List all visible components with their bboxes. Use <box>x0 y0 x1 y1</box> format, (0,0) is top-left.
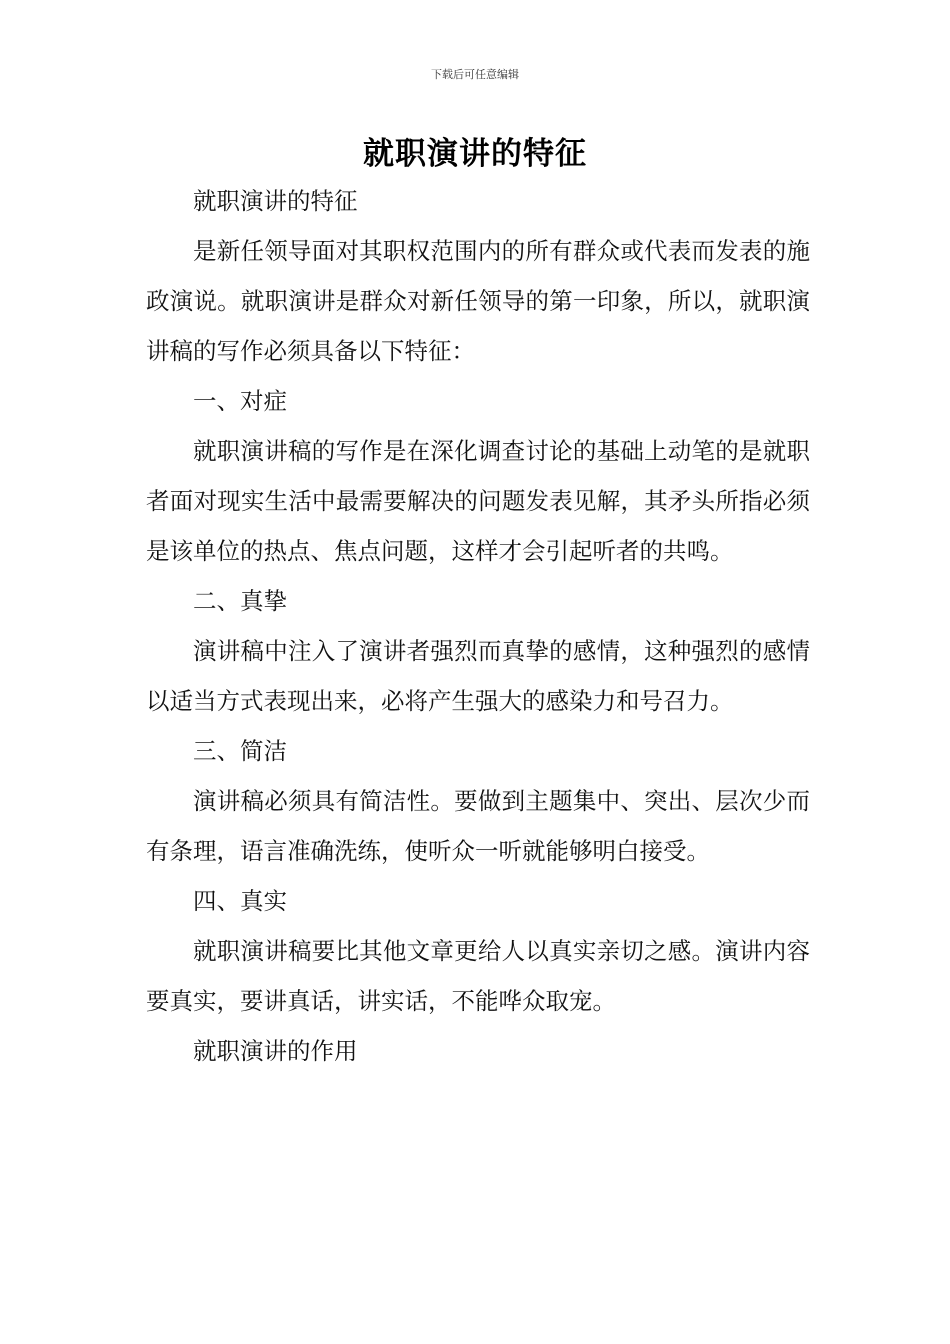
section-heading-4: 四、真实 <box>193 887 287 915</box>
section-heading-3: 三、简洁 <box>193 737 287 765</box>
document-body <box>146 176 810 1076</box>
section-paragraph-1: 就职演讲稿的写作是在深化调查讨论的基础上动笔的是就职者面对现实生活中最需要解决的问题发表见解，其矛头所指必须是该单位的热点、焦点问题，这样才会引起听者的共鸣。 <box>146 437 810 565</box>
document-title: 就职演讲的特征 <box>363 136 587 172</box>
section-heading-2: 二、真挚 <box>193 587 287 615</box>
subtitle-line: 就职演讲的特征 <box>193 187 358 215</box>
section-heading-1: 一、对症 <box>193 387 287 415</box>
intro-paragraph: 是新任领导面对其职权范围内的所有群众或代表而发表的施政演说。就职演讲是群众对新任领导的第一印象，所以，就职演讲稿的写作必须具备以下特征： <box>146 237 810 365</box>
header-note: 下载后可任意编辑 <box>431 68 519 81</box>
next-section-heading: 就职演讲的作用 <box>193 1037 358 1065</box>
section-paragraph-3: 演讲稿必须具有简洁性。要做到主题集中、突出、层次少而有条理，语言准确洗练，使听众一听就能够明白接受。 <box>146 787 810 865</box>
section-paragraph-4: 就职演讲稿要比其他文章更给人以真实亲切之感。演讲内容要真实，要讲真话，讲实话，不能哗众取宠。 <box>146 937 810 1015</box>
section-paragraph-2: 演讲稿中注入了演讲者强烈而真挚的感情，这种强烈的感情以适当方式表现出来，必将产生强大的感染力和号召力。 <box>146 637 810 715</box>
